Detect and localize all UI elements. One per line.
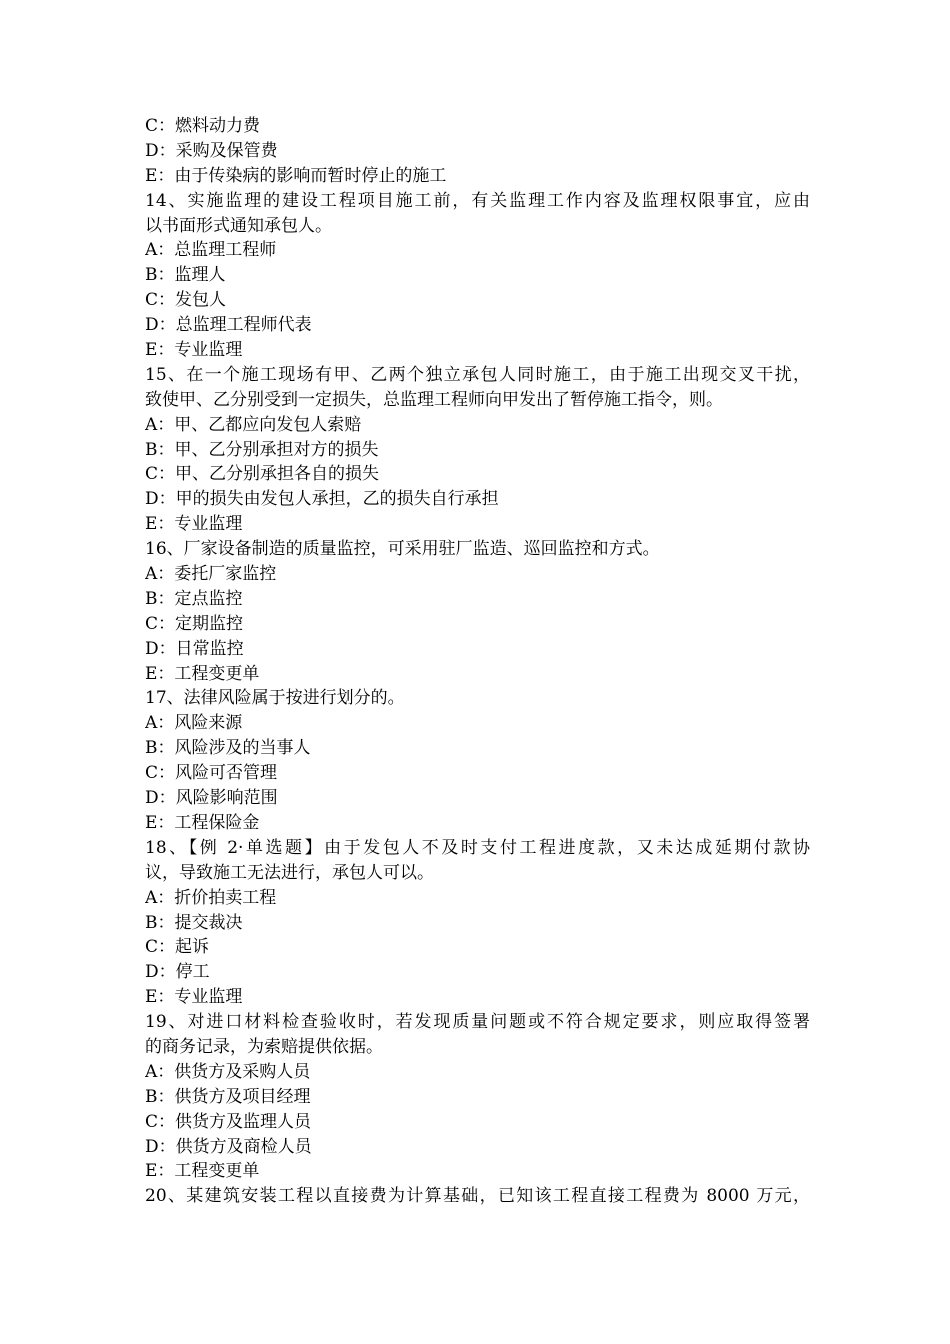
option-line: B：定点监控 <box>145 588 243 609</box>
option-line: E：专业监理 <box>145 987 243 1008</box>
option-line: C：定期监控 <box>145 613 244 634</box>
question-15-line-2: 致使甲、乙分别受到一定损失，总监理工程师向甲发出了暂停施工指令，则。 <box>145 389 723 410</box>
option-line: E：专业监理 <box>145 514 243 535</box>
option-line: D：采购及保管费 <box>145 140 278 161</box>
option-line: A：折价拍卖工程 <box>145 887 277 908</box>
option-line: B：甲、乙分别承担对方的损失 <box>145 439 379 460</box>
option-line: C：甲、乙分别承担各自的损失 <box>145 464 380 485</box>
option-line: E：专业监理 <box>145 340 243 361</box>
option-line: A：总监理工程师 <box>145 240 277 261</box>
option-line: A：供货方及采购人员 <box>145 1061 311 1082</box>
option-line: D：总监理工程师代表 <box>145 315 312 336</box>
option-line: D：风险影响范围 <box>145 788 278 809</box>
option-line: B：供货方及项目经理 <box>145 1086 311 1107</box>
document-body <box>145 114 810 1209</box>
question-14-line-2: 以书面形式通知承包人。 <box>145 215 332 236</box>
question-16-line-1: 16、厂家设备制造的质量监控，可采用驻厂监造、巡回监控和方式。 <box>145 539 660 560</box>
option-line: E：工程保险金 <box>145 812 260 833</box>
option-line: B：风险涉及的当事人 <box>145 738 311 759</box>
option-line: C：起诉 <box>145 937 210 958</box>
option-line: D：停工 <box>145 962 210 983</box>
option-line: D：甲的损失由发包人承担，乙的损失自行承担 <box>145 489 499 510</box>
option-line: B：监理人 <box>145 265 226 286</box>
option-line: D：供货方及商检人员 <box>145 1136 312 1157</box>
question-15-line-1: 15、在一个施工现场有甲、乙两个独立承包人同时施工，由于施工出现交叉干扰， <box>145 364 810 385</box>
question-18-line-1: 18、【例 2·单选题】由于发包人不及时支付工程进度款，又未达成延期付款协 <box>145 837 810 858</box>
question-18-line-2: 议，导致施工无法进行，承包人可以。 <box>145 862 434 883</box>
question-14-line-1: 14、实施监理的建设工程项目施工前，有关监理工作内容及监理权限事宜，应由 <box>145 190 810 211</box>
option-line: E：由于传染病的影响而暂时停止的施工 <box>145 165 447 186</box>
option-line: E：工程变更单 <box>145 1161 260 1182</box>
option-line: C：发包人 <box>145 290 227 311</box>
option-line: C：燃料动力费 <box>145 116 261 136</box>
option-line: D：日常监控 <box>145 638 244 659</box>
question-19-line-1: 19、对进口材料检查验收时，若发现质量问题或不符合规定要求，则应取得签署 <box>145 1012 810 1033</box>
option-line: C：供货方及监理人员 <box>145 1111 312 1132</box>
option-line: B：提交裁决 <box>145 912 243 933</box>
option-line: E：工程变更单 <box>145 663 260 684</box>
option-line: A：委托厂家监控 <box>145 564 277 585</box>
question-19-line-2: 的商务记录，为索赔提供依据。 <box>145 1036 383 1057</box>
option-line: A：甲、乙都应向发包人索赔 <box>145 414 362 435</box>
question-17-line-1: 17、法律风险属于按进行划分的。 <box>145 688 405 709</box>
option-line: C：风险可否管理 <box>145 763 278 784</box>
question-20-line-1: 20、某建筑安装工程以直接费为计算基础，已知该工程直接工程费为 8000 万元， <box>145 1186 810 1207</box>
option-line: A：风险来源 <box>145 713 243 734</box>
